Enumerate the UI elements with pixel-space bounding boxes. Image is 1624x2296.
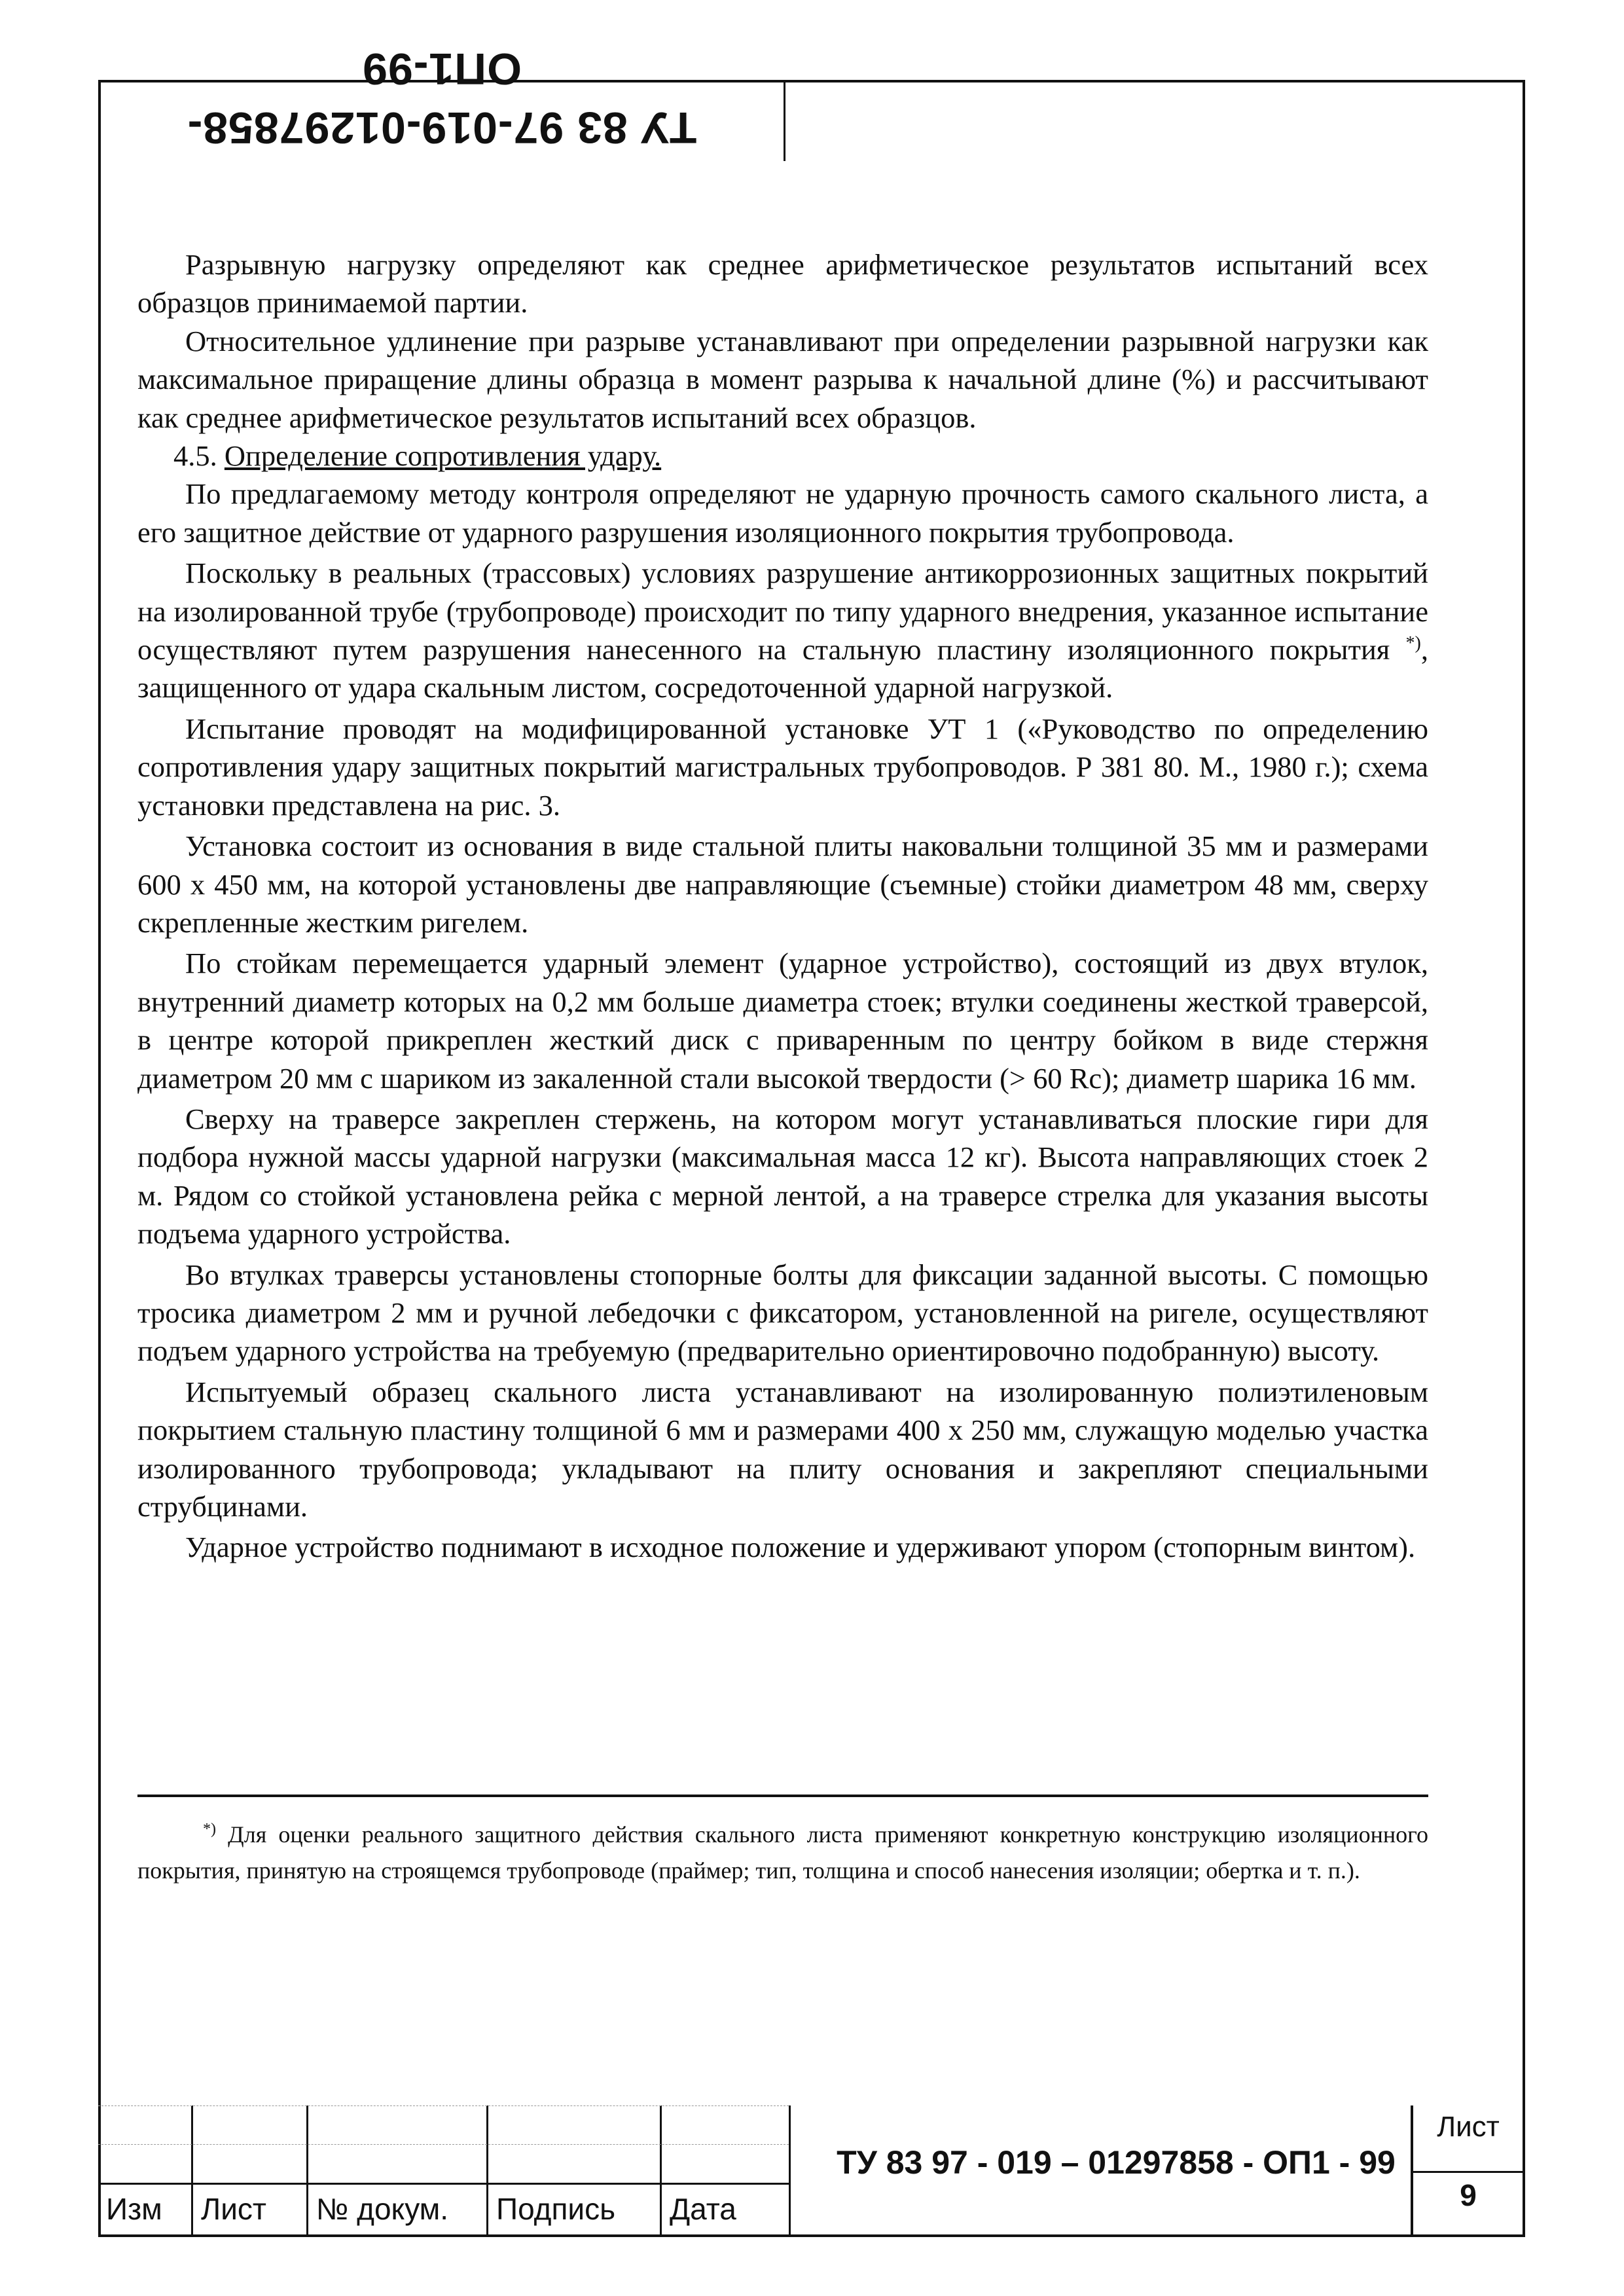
paragraph: Поскольку в реальных (трассовых) условиях разрушение антикоррозионных защитных покрытий на изолированной трубе (трубопроводе) происходит по типу ударного внедрения, указанное испытание осуществляют путем разрушения нанесенного на стальную пластину изоляционного покрытия *), защищенного от удара скальным листом, сосредоточенной ударной нагрузкой. (137, 556, 1428, 704)
sheet-label: Лист (1437, 2111, 1500, 2143)
paragraph: По предлагаемому методу контроля определяют не ударную прочность самого скального листа, а его защитное действие от ударного разрушения изоляционного покрытия трубопровода. (137, 477, 1428, 549)
section-title: Определение сопротивления удару. (224, 439, 662, 473)
stamp-rule (98, 2144, 789, 2145)
footnote (137, 1817, 1428, 1889)
stamp-rule (98, 2105, 789, 2106)
paragraph: Относительное удлинение при разрыве устанавливают при определении разрывной нагрузки как максимальное приращение длины образца в момент разрыва к начальной длине (%) и рассчитывают как среднее арифметическое результатов испытаний всех образцов. (137, 324, 1428, 434)
stamp-col-izm: Изм (106, 2192, 162, 2226)
stamp-col-doc: № докум. (316, 2192, 449, 2226)
paragraph: Сверху на траверсе закреплен стержень, на котором могут устанавливаться плоские гири для подбора нужной массы ударной нагрузки (максимальная масса 12 кг). Высота направляющих стоек 2 м. Рядом со стойкой установлена рейка с мерной лентой, а на траверсе стрелка для указания высоты подъема ударного устройства. (137, 1102, 1428, 1250)
footnote-reference: *) (1405, 633, 1421, 654)
sheet-number: 9 (1460, 2178, 1477, 2212)
footnote-divider (137, 1795, 1428, 1797)
footnote-mark: *) (203, 1821, 216, 1838)
paragraph: Ударное устройство поднимают в исходное положение и удерживают упором (стопорным винтом). (185, 1531, 1416, 1564)
paragraph: Установка состоит из основания в виде стальной плиты наковальни толщиной 35 мм и размерами 600 х 450 мм, на которой установлены две направляющие (съемные) стойки диаметром 48 мм, сверху скрепленные жестким ригелем. (137, 829, 1428, 939)
section-heading (137, 437, 1428, 475)
paragraph: Разрывную нагрузку определяют как среднее арифметическое результатов испытаний всех образцов принимаемой партии. (137, 248, 1428, 319)
paragraph: Испытуемый образец скального листа устанавливают на изолированную полиэтиленовым покрытием стальную пластину толщиной 6 мм и размерами 400 х 250 мм, служащую моделью участка изолированного трубопровода; укладывают на плиту основания и закрепляют специальными струбцинами. (137, 1375, 1428, 1523)
inverted-document-code: ТУ 83 97-019-01297858-ОП1-99 (187, 44, 697, 153)
section-number: 4.5. (173, 439, 217, 473)
stamp-col-list: Лист (201, 2192, 266, 2226)
paragraph: Испытание проводят на модифицированной установке УТ 1 («Руководство по определению сопротивления удару защитных покрытий магистральных трубопроводов. Р 381 80. М., 1980 г.); схема установки представлена на рис. 3. (137, 712, 1428, 822)
stamp-col-date: Дата (670, 2192, 736, 2226)
stamp-col-signature: Подпись (496, 2192, 616, 2226)
title-block-stamp (98, 2105, 1525, 2237)
paragraph: Во втулках траверсы установлены стопорные болты для фиксации заданной высоты. С помощью тросика диаметром 2 мм и ручной лебедочки с фиксатором, установленной на ригеле, осуществляют подъем ударного устройства на требуемую (предварительно ориентировочно подобранную) высоту. (137, 1258, 1428, 1368)
stamp-document-code: ТУ 83 97 - 019 – 01297858 - ОП1 - 99 (837, 2144, 1396, 2181)
paragraph: По стойкам перемещается ударный элемент (ударное устройство), состоящий из двух втулок, внутренний диаметр которых на 0,2 мм больше диаметра стоек; втулки соединены жесткой траверсой, в центре которой прикреплен жесткий диск с приваренным по центру бойком в виде стержня диаметром 20 мм с шариком из закаленной стали высокой твердости (> 60 Rc); диаметр шарика 16 мм. (137, 947, 1428, 1095)
footnote-text: Для оценки реального защитного действия скального листа применяют конкретную конструкцию изоляционного покрытия, принятую на строящемся трубопроводе (праймер; тип, толщина и способ нанесения изоляции; обертка и т. п.). (137, 1821, 1428, 1884)
document-body (137, 246, 1428, 1567)
